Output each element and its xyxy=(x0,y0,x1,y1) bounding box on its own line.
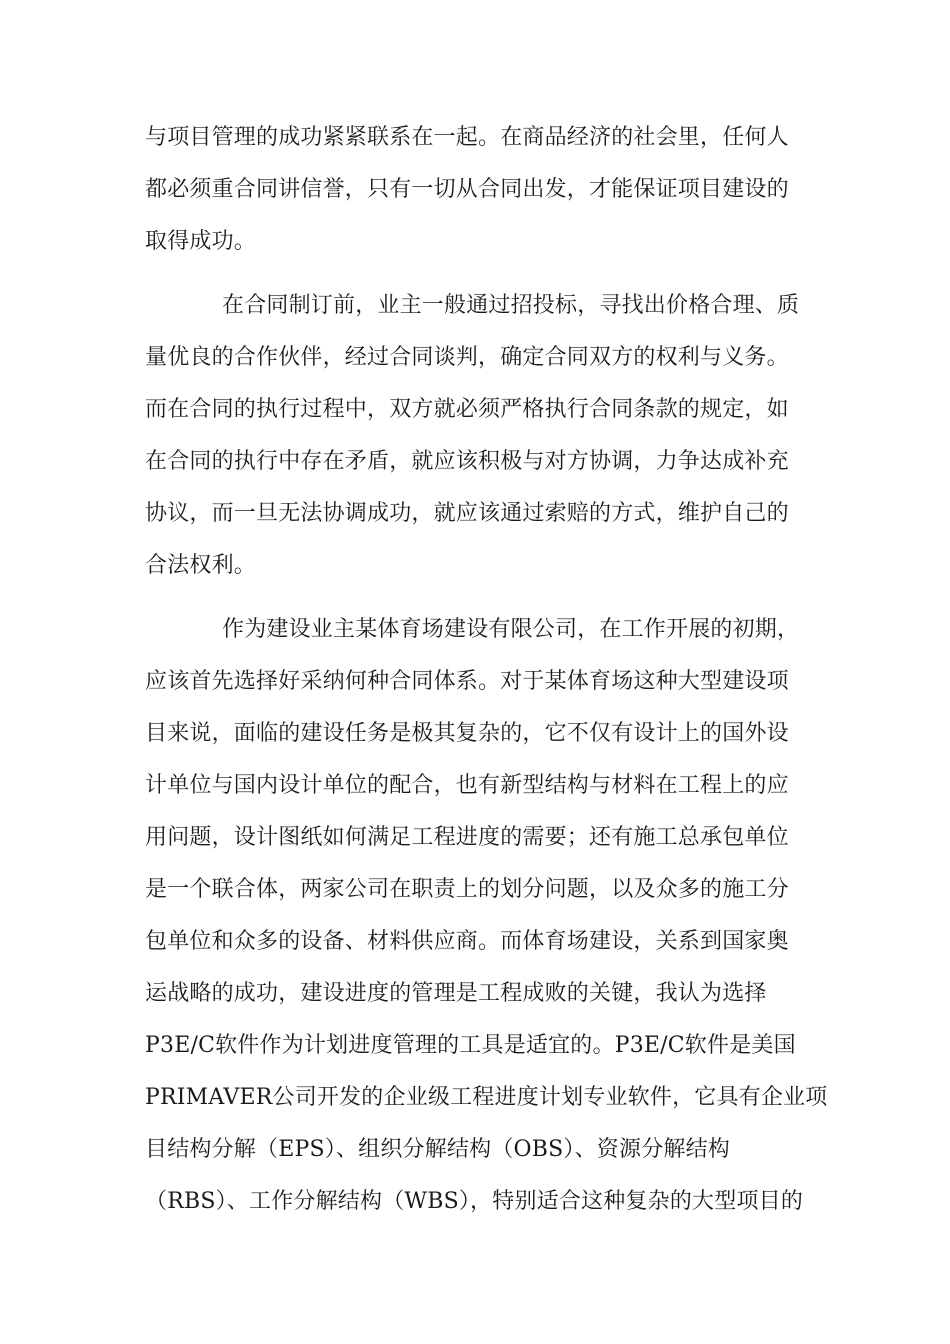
paragraph-2-line-3: 而在合同的执行过程中，双方就必须严格执行合同条款的规定，如 xyxy=(145,397,789,422)
paragraph-3-line-1: 作为建设业主某体育场建设有限公司，在工作开展的初期， xyxy=(222,617,800,642)
paragraph-1-line-3: 取得成功。 xyxy=(145,229,257,254)
paragraph-3-line-3: 目来说，面临的建设任务是极其复杂的，它不仅有设计上的国外设 xyxy=(145,721,789,746)
paragraph-3-line-6: 是一个联合体，两家公司在职责上的划分问题，以及众多的施工分 xyxy=(145,877,789,902)
paragraph-2-line-4: 在合同的执行中存在矛盾，就应该积极与对方协调，力争达成补充 xyxy=(145,449,789,474)
paragraph-2-line-2: 量优良的合作伙伴，经过合同谈判，确定合同双方的权利与义务。 xyxy=(145,345,789,370)
paragraph-3-line-9: P3E/C软件作为计划进度管理的工具是适宜的。P3E/C软件是美国 xyxy=(145,1033,796,1058)
paragraph-3-line-8: 运战略的成功，建设进度的管理是工程成败的关键，我认为选择 xyxy=(145,981,767,1006)
paragraph-3-line-2: 应该首先选择好采纳何种合同体系。对于某体育场这种大型建设项 xyxy=(145,669,789,694)
paragraph-3-line-7: 包单位和众多的设备、材料供应商。而体育场建设，关系到国家奥 xyxy=(145,929,789,954)
paragraph-3-line-10: PRIMAVER公司开发的企业级工程进度计划专业软件，它具有企业项 xyxy=(145,1085,828,1110)
paragraph-2-line-1: 在合同制订前，业主一般通过招投标，寻找出价格合理、质 xyxy=(222,293,800,318)
paragraph-3-line-11: 目结构分解（EPS）、组织分解结构（OBS）、资源分解结构 xyxy=(145,1137,731,1162)
paragraph-3-line-12: （RBS）、工作分解结构（WBS），特别适合这种复杂的大型项目的 xyxy=(145,1189,804,1214)
paragraph-1-line-1: 与项目管理的成功紧紧联系在一起。在商品经济的社会里，任何人 xyxy=(145,125,789,150)
paragraph-3-line-4: 计单位与国内设计单位的配合，也有新型结构与材料在工程上的应 xyxy=(145,773,789,798)
paragraph-2-line-5: 协议，而一旦无法协调成功，就应该通过索赔的方式，维护自己的 xyxy=(145,501,789,526)
paragraph-3-line-5: 用问题，设计图纸如何满足工程进度的需要；还有施工总承包单位 xyxy=(145,825,789,850)
paragraph-2-line-6: 合法权利。 xyxy=(145,553,257,578)
paragraph-1-line-2: 都必须重合同讲信誉，只有一切从合同出发，才能保证项目建设的 xyxy=(145,177,789,202)
